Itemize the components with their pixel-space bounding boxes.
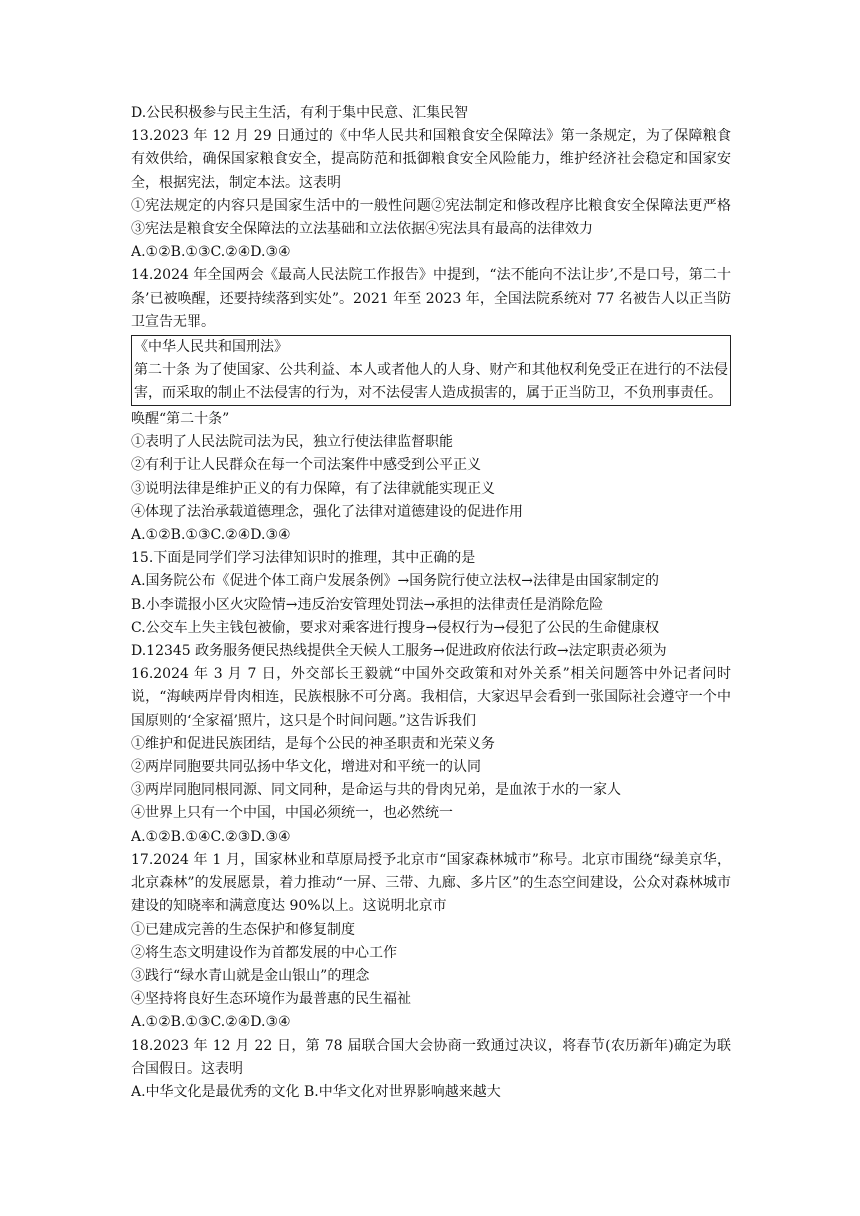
q17-statement-4: ④坚持将良好生态环境作为最普惠的民生福祉 [131, 991, 411, 1008]
exam-page [131, 102, 731, 1104]
q14-box-body: 第二十条 为了使国家、公共利益、本人或者他人的人身、财产和其他权利免受正在进行的不法侵害，而采取的制止不法侵害的行为，对不法侵害人造成损害的，属于正当防卫，不负刑事责任。 [134, 362, 728, 402]
q15-stem: 15.下面是同学们学习法律知识时的推理，其中正确的是 [131, 550, 476, 567]
q18-options-ab: A.中华文化是最优秀的文化 B.中华文化对世界影响越来越大 [131, 1083, 501, 1100]
q16-statement-1: ①维护和促进民族团结，是每个公民的神圣职责和光荣义务 [131, 735, 495, 752]
q12-option-d: D.公民积极参与民主生活，有利于集中民意、汇集民智 [131, 105, 469, 121]
q16-statement-2: ②两岸同胞要共同弘扬中华文化，增进对和平统一的认同 [131, 759, 481, 776]
q14-box-title: 《中华人民共和国刑法》 [134, 339, 288, 356]
q13-stem: 13.2023 年 12 月 29 日通过的《中华人民共和国粮食安全保障法》第一条规定，为了保障粮食有效供给，确保国家粮食安全，提高防范和抵御粮食安全风险能力，维护经济社会稳定和国家安全，根据宪法，制定本法。这表明 [131, 128, 731, 191]
q15-option-b: B.小李谎报小区火灾险情→违反治安管理处罚法→承担的法律责任是消除危险 [131, 596, 604, 613]
q14-statement-1: ①表明了人民法院司法为民，独立行使法律监督职能 [131, 434, 453, 451]
q15-option-d: D.12345 政务服务便民热线提供全天候人工服务→促进政府依法行政→法定职责必须为 [131, 643, 667, 660]
q17-statement-2: ②将生态文明建设作为首都发展的中心工作 [131, 944, 397, 961]
q14-stem: 14.2024 年全国两会《最高人民法院工作报告》中提到，“法不能向不法让步’,不是口号，第二十条’已被唤醒，还要持续落到实处”。2021 年至 2023 年，全国法院系统对 77 名被告人以正当防卫宣告无罪。 [131, 267, 731, 330]
q15-option-a: A.国务院公布《促进个体工商户发展条例》→国务院行使立法权→法律是由国家制定的 [131, 573, 660, 590]
q14-statement-2: ②有利于让人民群众在每一个司法案件中感受到公平正义 [131, 457, 481, 474]
q15-option-c: C.公交车上失主钱包被偷，要求对乘客进行搜身→侵权行为→侵犯了公民的生命健康权 [131, 619, 660, 636]
q17-choices: A.①②B.①③C.②④D.③④ [131, 1014, 291, 1031]
q14-choices: A.①②B.①③C.②④D.③④ [131, 527, 291, 544]
q16-choices: A.①②B.①④C.②③D.③④ [131, 828, 291, 845]
q14-statement-3: ③说明法律是维护正义的有力保障，有了法律就能实现正义 [131, 480, 495, 497]
q17-stem: 17.2024 年 1 月，国家林业和草原局授予北京市“国家森林城市”称号。北京市围绕“绿美京华，北京森林”的发展愿景，着力推动“一屏、三带、九廊、多片区”的生态空间建设，公众对森林城市建设的知晓率和满意度达 90%以上。这说明北京市 [131, 851, 731, 915]
q14-material-box [131, 335, 731, 406]
q16-stem: 16.2024 年 3 月 7 日，外交部长王毅就“中国外交政策和对外关系”相关问题答中外记者问时说，“海峡两岸骨肉相连，民族根脉不可分离。我相信，大家迟早会看到一张国际社会遵守一个中国原则的‘全家福’照片，这只是个时间问题。”这告诉我们 [131, 666, 731, 729]
q17-statement-3: ③践行“绿水青山就是金山银山”的理念 [131, 967, 370, 984]
q16-statement-3: ③两岸同胞同根同源、同文同种，是命运与共的骨肉兄弟，是血浓于水的一家人 [131, 782, 621, 799]
q18-stem: 18.2023 年 12 月 22 日，第 78 届联合国大会协商一致通过决议，将春节(农历新年)确定为联合国假日。这表明 [131, 1037, 731, 1077]
q17-statement-1: ①已建成完善的生态保护和修复制度 [131, 921, 355, 938]
q13-statements: ①宪法规定的内容只是国家生活中的一般性问题②宪法制定和修改程序比粮食安全保障法更严格③宪法是粮食安全保障法的立法基础和立法依据④宪法具有最高的法律效力 [131, 197, 731, 238]
q13-choices: A.①②B.①③C.②④D.③④ [131, 244, 291, 261]
q14-statement-4: ④体现了法治承载道德理念，强化了法律对道德建设的促进作用 [131, 503, 523, 520]
q16-statement-4: ④世界上只有一个中国，中国必须统一，也必然统一 [131, 805, 453, 822]
q14-lead: 唤醒“第二十条” [131, 411, 230, 428]
